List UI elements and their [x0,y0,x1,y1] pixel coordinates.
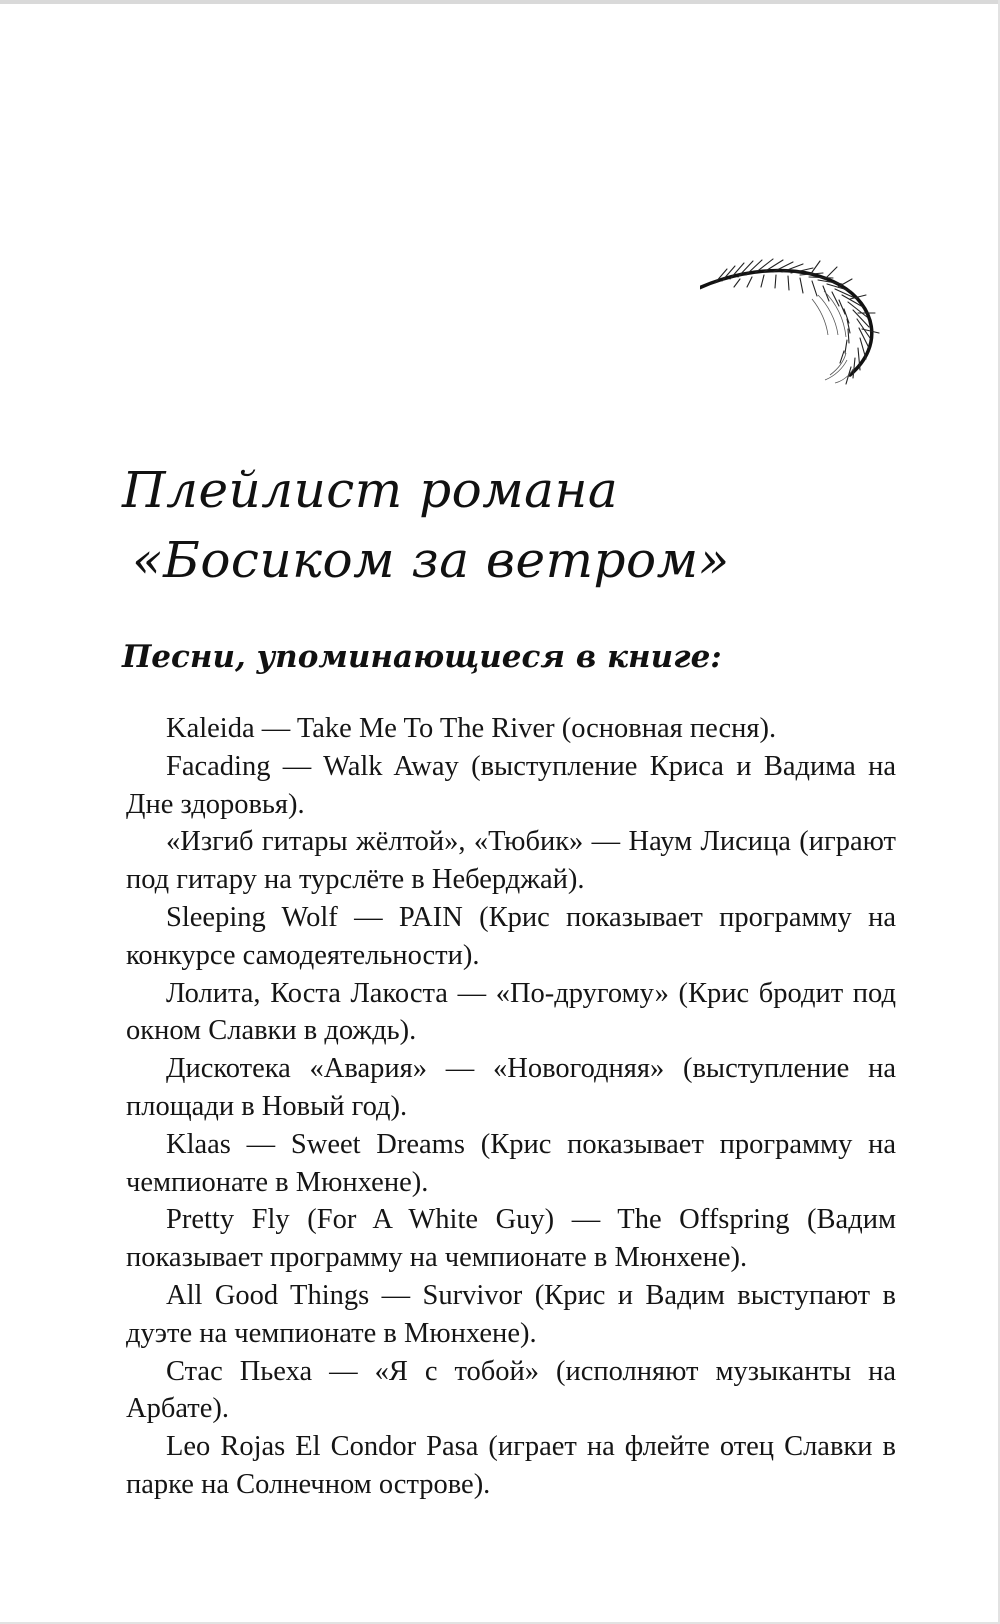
list-item: Pretty Fly (For A White Guy) — The Offspring (Вадим показывает программу на чемпионате в Мюнхене). [126,1204,896,1274]
list-item: Klaas — Sweet Dreams (Крис показывает программу на чемпионате в Мюнхене). [126,1128,896,1198]
list-item: «Изгиб гитары жёлтой», «Тюбик» — Наум Лисица (играют под гитару на турслёте в Неберджай). [126,826,896,896]
title-line-1: Плейлист романа [122,461,619,519]
section-subtitle: Песни, упоминающиеся в книге: [122,639,722,675]
list-item: Kaleida — Take Me To The River (основная песня). [166,713,777,744]
list-item: Facading — Walk Away (выступление Криса и Вадима на Дне здоровья). [126,750,896,820]
song-list [126,710,896,1504]
title-line-2: «Босиком за ветром» [132,531,730,589]
feather-icon [700,255,910,405]
page-title [122,455,902,595]
list-item: Лолита, Коста Лакоста — «По-другому» (Крис бродит под окном Славки в дождь). [126,977,896,1047]
list-item: All Good Things — Survivor (Крис и Вадим выступают в дуэте на чемпионате в Мюнхене). [126,1279,896,1349]
list-item: Sleeping Wolf — PAIN (Крис показывает программу на конкурсе самодеятельности). [126,901,896,971]
list-item: Дискотека «Авария» — «Новогодняя» (выступление на площади в Новый год). [126,1053,896,1122]
top-border [0,0,1000,4]
list-item: Стас Пьеха — «Я с тобой» (исполняют музыканты на Арбате). [126,1355,896,1425]
list-item: Leo Rojas El Condor Pasa (играет на флейте отец Славки в парке на Солнечном острове). [126,1431,896,1500]
